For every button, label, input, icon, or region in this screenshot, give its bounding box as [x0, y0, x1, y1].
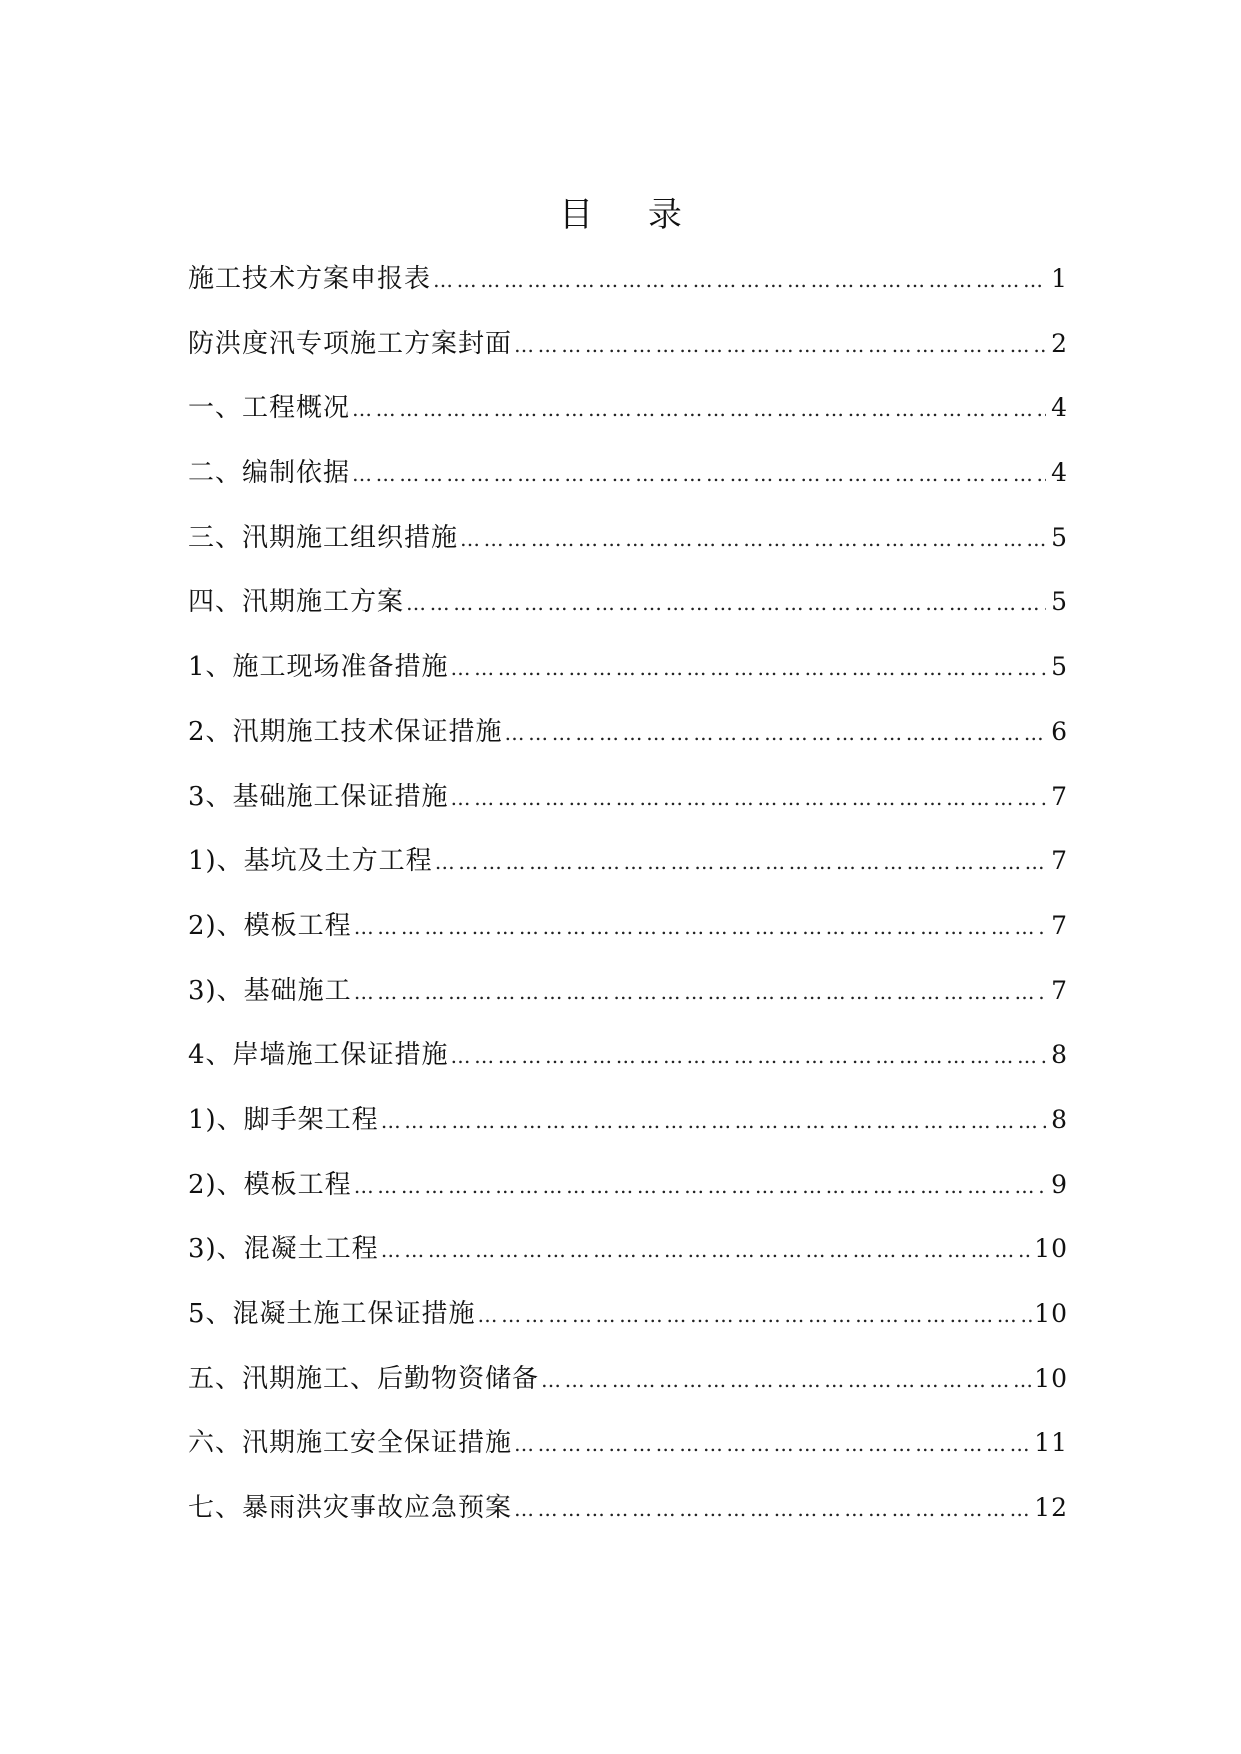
toc-dot-leader — [514, 1422, 1032, 1466]
toc-page-number: 10 — [1034, 1363, 1068, 1393]
toc-dot-leader — [505, 711, 1046, 755]
toc-page-number: 10 — [1034, 1234, 1068, 1264]
toc-entry-label: 一、工程概况 — [188, 393, 351, 424]
toc-entry — [188, 386, 1068, 451]
toc-entry-label: 四、汛期施工方案 — [188, 587, 405, 618]
toc-dot-leader — [451, 776, 1046, 820]
toc-page-number: 10 — [1034, 1299, 1068, 1328]
toc-page-number: 8 — [1051, 1040, 1068, 1070]
toc-dot-leader — [541, 1358, 1032, 1402]
toc-entry-label: 2)、模板工程 — [188, 910, 352, 941]
toc-title: 目 录 — [559, 195, 704, 235]
toc-entry — [188, 839, 1068, 904]
toc-entry-label: 六、汛期施工安全保证措施 — [188, 1428, 513, 1459]
toc-page-number: 11 — [1034, 1428, 1068, 1458]
toc-dot-leader — [354, 970, 1046, 1014]
toc-entry — [188, 451, 1068, 516]
toc-entry — [188, 322, 1068, 387]
toc-dot-leader — [352, 452, 1046, 496]
toc-entry-label: 二、编制依据 — [188, 458, 351, 489]
toc-entry — [188, 1292, 1068, 1357]
toc-entry — [188, 516, 1068, 581]
toc-dot-leader — [514, 1487, 1032, 1531]
toc-page-number: 7 — [1051, 781, 1068, 811]
toc-entry-label: 2)、模板工程 — [188, 1169, 352, 1200]
toc-entry-label: 三、汛期施工组织措施 — [188, 522, 459, 553]
toc-entry — [188, 645, 1068, 710]
toc-entry-label: 1)、脚手架工程 — [188, 1104, 379, 1135]
toc-page-number: 5 — [1051, 522, 1068, 552]
toc-page-number: 5 — [1051, 587, 1068, 617]
toc-page-number: 7 — [1051, 846, 1068, 876]
toc-entry-label: 1、施工现场准备措施 — [188, 652, 449, 683]
toc-entry-label: 3)、混凝土工程 — [188, 1234, 379, 1265]
toc-page-number: 8 — [1051, 1104, 1068, 1134]
toc-entry — [188, 1033, 1068, 1098]
toc-entry-label: 5、混凝土施工保证措施 — [188, 1299, 476, 1329]
toc-page-number: 5 — [1051, 652, 1068, 682]
toc-entry — [188, 775, 1068, 840]
toc-entry — [188, 1098, 1068, 1163]
toc-entry-label: 3)、基础施工 — [188, 975, 352, 1006]
toc-dot-leader — [381, 1228, 1033, 1272]
toc-entry-label: 五、汛期施工、后勤物资储备 — [188, 1363, 540, 1394]
toc-entry-label: 4、岸墙施工保证措施 — [188, 1040, 449, 1071]
toc-page-number: 6 — [1051, 716, 1068, 746]
toc-dot-leader — [460, 517, 1046, 561]
toc-list — [188, 257, 1068, 1551]
toc-entry-label: 施工技术方案申报表 — [188, 264, 432, 294]
toc-entry-label: 2、汛期施工技术保证措施 — [188, 716, 503, 747]
toc-dot-leader — [451, 1034, 1046, 1078]
toc-dot-leader — [406, 581, 1046, 625]
toc-entry — [188, 1486, 1068, 1551]
toc-entry — [188, 580, 1068, 645]
toc-page-number: 4 — [1051, 458, 1068, 488]
toc-entry — [188, 1421, 1068, 1486]
toc-entry — [188, 904, 1068, 969]
toc-page-number: 7 — [1051, 975, 1068, 1005]
toc-page-number: 12 — [1034, 1493, 1068, 1523]
toc-dot-leader — [381, 1099, 1046, 1143]
toc-page-number: 9 — [1051, 1169, 1068, 1199]
toc-dot-leader — [352, 387, 1046, 431]
toc-dot-leader — [478, 1293, 1033, 1337]
toc-entry — [188, 257, 1068, 322]
toc-entry-label: 3、基础施工保证措施 — [188, 781, 449, 812]
toc-page-number: 7 — [1051, 910, 1068, 940]
toc-entry — [188, 1163, 1068, 1228]
toc-dot-leader — [354, 1164, 1046, 1208]
toc-page-number: 4 — [1051, 393, 1068, 423]
toc-page-number: 1 — [1051, 264, 1068, 293]
toc-entry-label: 防洪度汛专项施工方案封面 — [188, 328, 513, 359]
toc-dot-leader — [514, 323, 1046, 367]
toc-entry — [188, 710, 1068, 775]
toc-dot-leader — [354, 905, 1046, 949]
toc-dot-leader — [433, 258, 1046, 302]
toc-entry-label: 七、暴雨洪灾事故应急预案 — [188, 1493, 513, 1524]
toc-dot-leader — [435, 840, 1046, 884]
toc-entry — [188, 1227, 1068, 1292]
toc-entry-label: 1)、基坑及土方工程 — [188, 846, 433, 877]
toc-entry — [188, 969, 1068, 1034]
toc-page-number: 2 — [1051, 328, 1068, 358]
toc-entry — [188, 1357, 1068, 1422]
toc-dot-leader — [451, 646, 1046, 690]
